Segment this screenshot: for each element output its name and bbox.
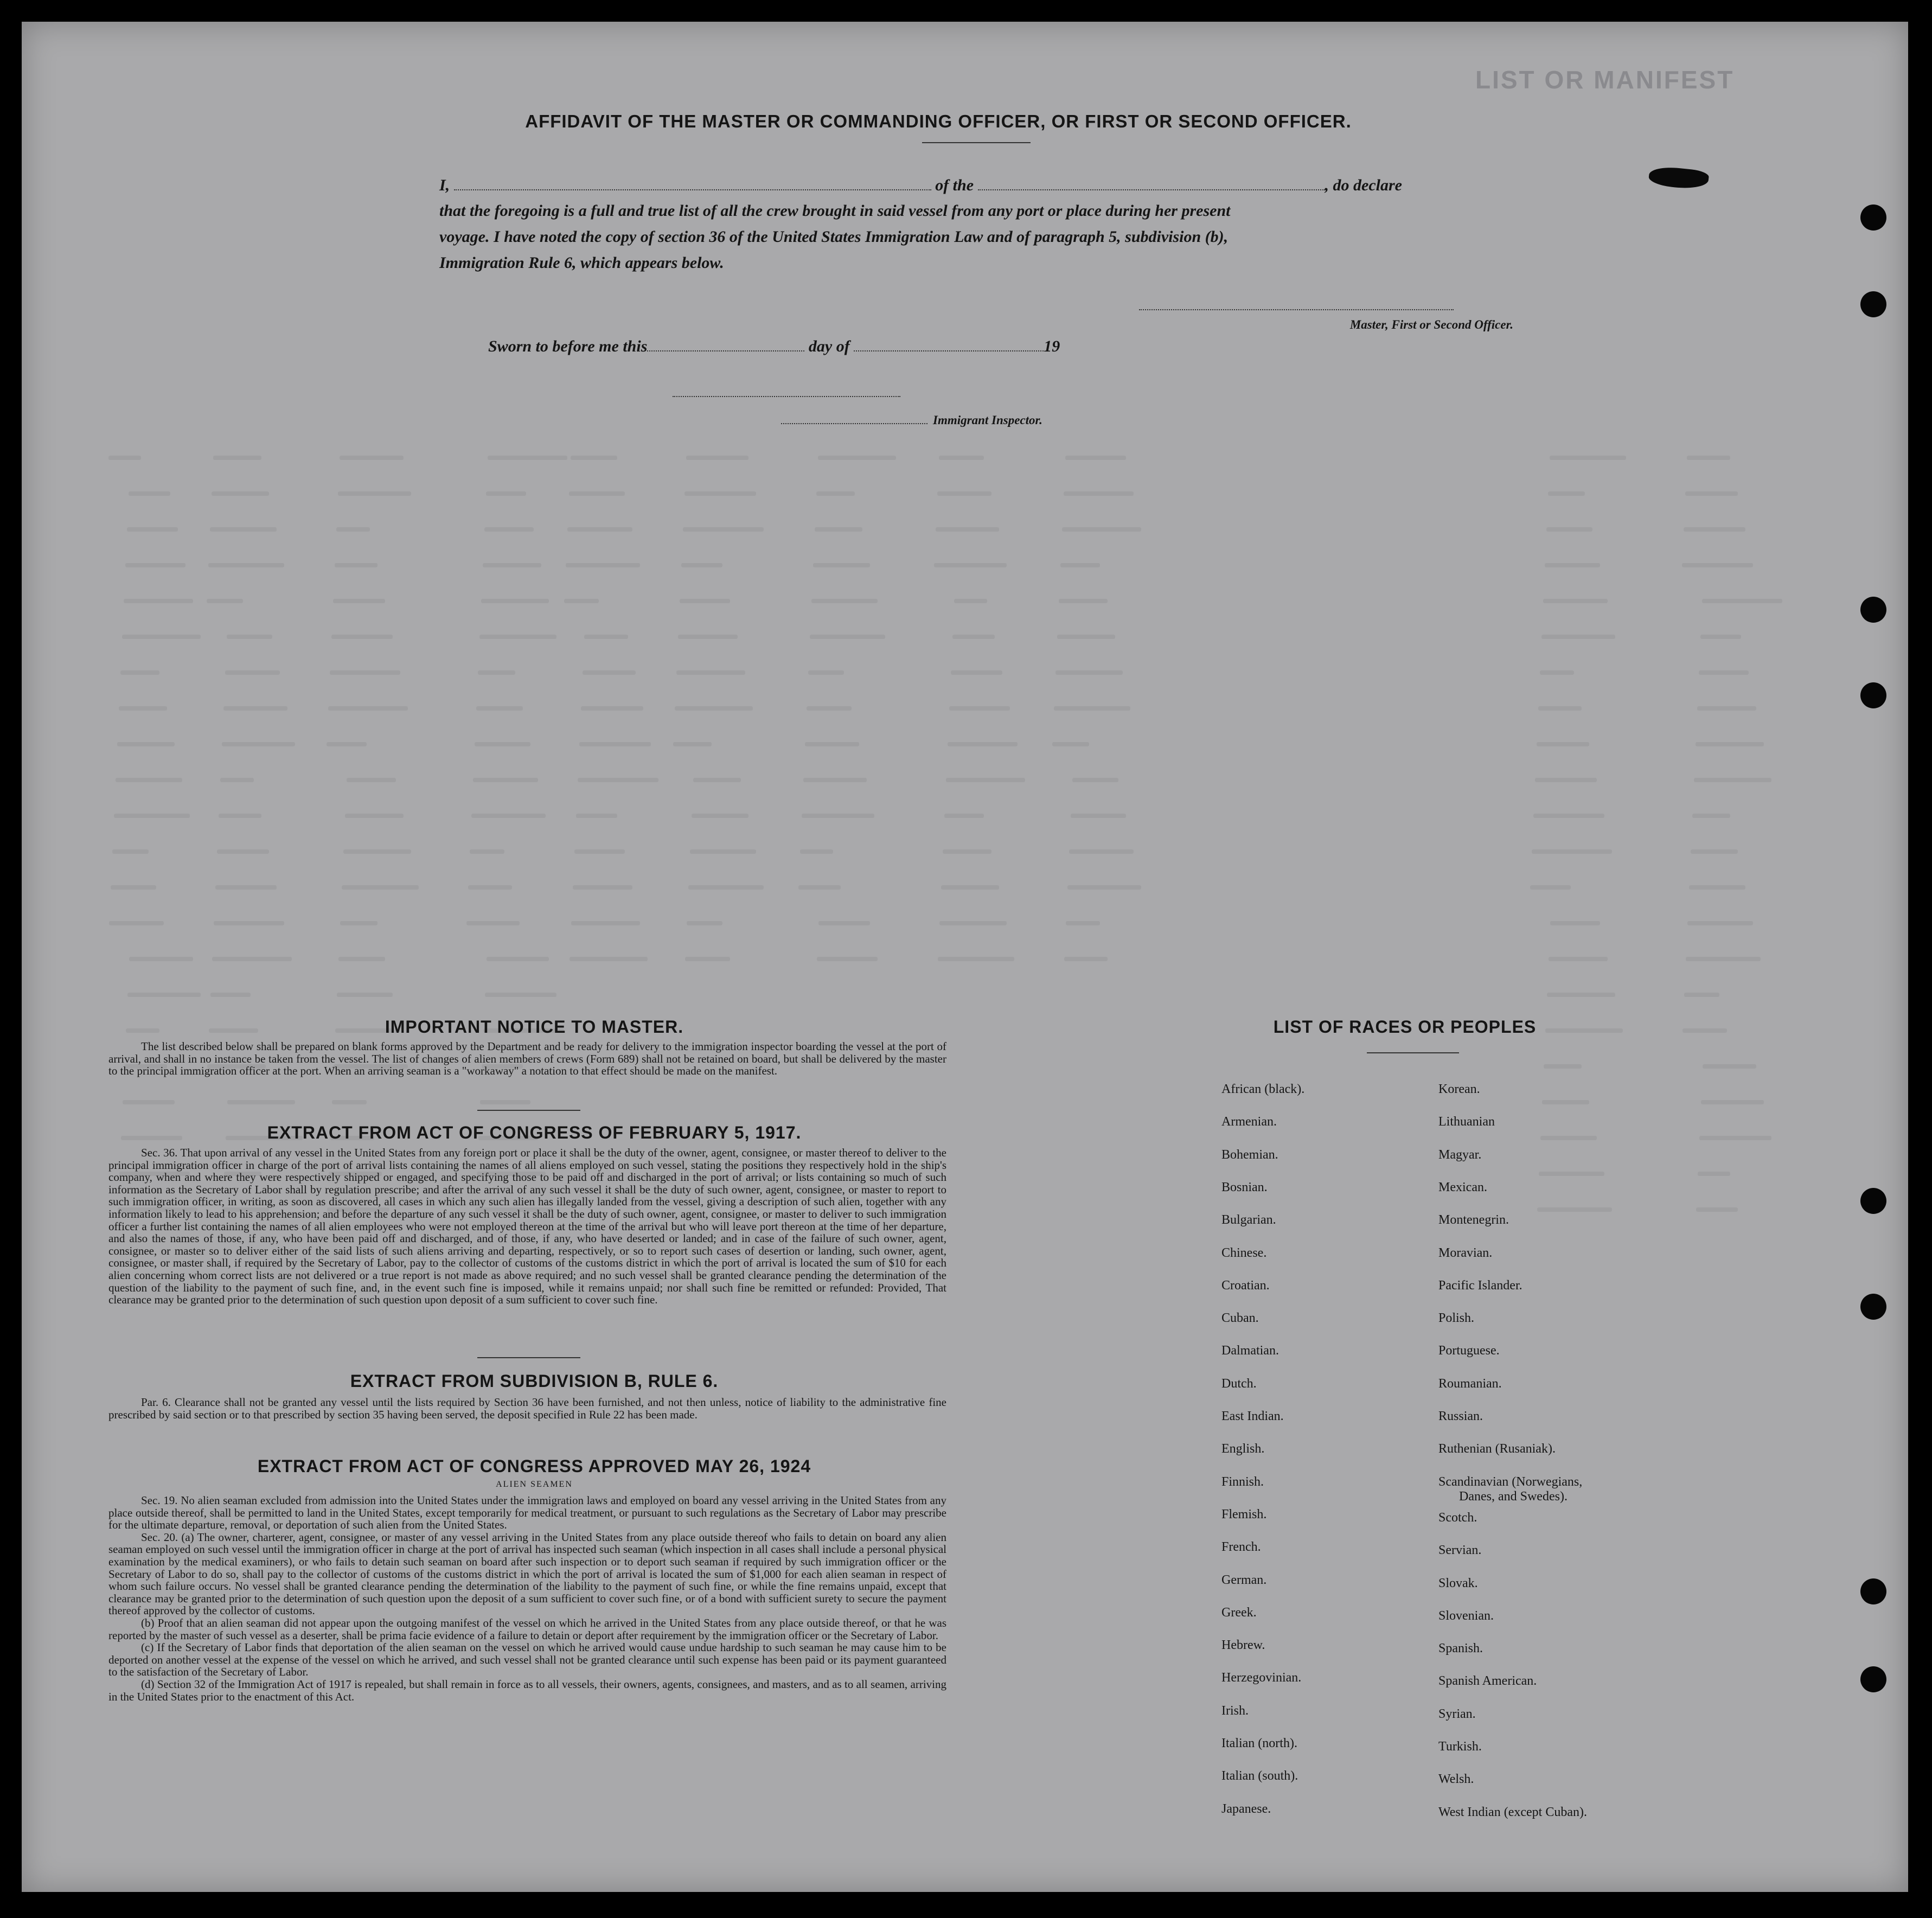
bleed-through-mark: [470, 849, 504, 854]
race-item: Bulgarian.: [1221, 1213, 1276, 1227]
bleed-through-mark: [566, 563, 640, 567]
affidavit-title: AFFIDAVIT OF THE MASTER OR COMMANDING OFFICER, OR FIRST OR SECOND OFFICER.: [525, 111, 1352, 131]
bleed-through-mark: [227, 635, 272, 639]
bleed-through-mark: [937, 491, 991, 496]
bleed-through-mark: [129, 957, 193, 961]
race-item: Herzegovinian.: [1221, 1671, 1302, 1685]
bleed-through-mark: [1548, 491, 1585, 496]
bleed-through-mark: [1696, 742, 1764, 746]
bleed-through-mark: [468, 885, 512, 890]
punch-hole: [1860, 1294, 1886, 1320]
race-item: Chinese.: [1221, 1245, 1267, 1260]
bleed-through-mark: [1699, 1136, 1771, 1140]
inspector-label: Immigrant Inspector.: [933, 413, 1042, 427]
bleed-through-mark: [684, 491, 756, 496]
races-underline: [1367, 1052, 1459, 1053]
sworn-month-blank[interactable]: [854, 347, 1044, 351]
race-item: Syrian.: [1438, 1706, 1476, 1721]
inspector-dotted-line: [781, 423, 927, 424]
bleed-through-mark: [692, 814, 749, 818]
bleed-through-mark: [818, 456, 896, 460]
bleed-through-mark: [486, 491, 526, 496]
bleed-through-mark: [473, 778, 538, 782]
bleed-through-mark: [686, 456, 749, 460]
bleed-through-mark: [337, 993, 393, 997]
notice-paragraph: The list described below shall be prepared on blank forms approved by the Department and be ready for delivery to the immigration inspector boarding the vessel at the port of arrival, and shall in no instance be taken from the vessel. The list of changes of alien members of crews (Form 689) shall not be retained on board, but shall be delivered by the master to the principal immigration officer at the port. When an arriving seaman is a "workaway" a notation to that effect should be made on the manifest.: [108, 1040, 946, 1078]
race-item: Bosnian.: [1221, 1180, 1268, 1194]
bleed-through-mark: [1052, 742, 1089, 746]
bleed-through-mark: [125, 563, 185, 567]
affidavit-line-1: [439, 176, 1535, 195]
bleed-through-mark: [1062, 527, 1141, 532]
bleed-through-mark: [1544, 1064, 1582, 1069]
bleed-through-mark: [803, 778, 867, 782]
notice-body: [108, 1040, 946, 1077]
race-item: Turkish.: [1438, 1740, 1482, 1754]
bleed-through-mark: [1687, 456, 1730, 460]
notice-divider: [477, 1110, 580, 1111]
race-item: English.: [1221, 1442, 1265, 1456]
bleed-through-mark: [343, 849, 411, 854]
bleed-through-mark: [578, 778, 658, 782]
extract-1924-sec20d: (d) Section 32 of the Immigration Act of 1917 is repealed, but shall remain in force as to all vessels, their owners, agents, consignees, and masters, and as to all seamen, arriving in the United States prior to the enactment of this Act.: [108, 1677, 946, 1703]
bleed-through-mark: [811, 599, 878, 603]
race-item: Russian.: [1438, 1409, 1483, 1423]
bleed-through-mark: [807, 706, 852, 711]
paper-tear-mark: [1648, 165, 1709, 190]
bleed-through-mark: [328, 706, 408, 711]
scanned-form-page: [22, 22, 1908, 1892]
bleed-through-mark: [129, 491, 170, 496]
bleed-through-mark: [818, 921, 870, 925]
bleed-through-mark: [1696, 1207, 1738, 1212]
sworn-line: [488, 337, 1193, 356]
race-item: Pacific Islander.: [1438, 1278, 1522, 1293]
master-label: Master, First or Second Officer.: [1349, 318, 1513, 331]
bleed-through-mark: [1698, 1172, 1730, 1176]
race-item: Flemish.: [1221, 1507, 1267, 1521]
race-item: Moravian.: [1438, 1245, 1493, 1260]
bleed-through-mark: [1054, 706, 1130, 711]
bleed-through-mark: [1684, 993, 1719, 997]
bleed-through-mark: [114, 814, 190, 818]
bleed-through-mark: [122, 635, 201, 639]
bleed-through-mark: [1692, 814, 1730, 818]
bleed-through-mark: [119, 706, 167, 711]
bleed-through-mark: [680, 599, 730, 603]
inspector-signature-line[interactable]: [673, 396, 900, 397]
extract-rule6-title: EXTRACT FROM SUBDIVISION B, RULE 6.: [350, 1371, 719, 1391]
bleed-through-mark: [952, 635, 995, 639]
bleed-through-mark: [338, 957, 385, 961]
bleed-through-mark: [223, 706, 287, 711]
race-item: Dutch.: [1221, 1376, 1257, 1391]
bleed-through-mark: [227, 1100, 295, 1104]
punch-hole: [1860, 204, 1886, 231]
bleed-through-mark: [332, 1100, 367, 1104]
bleed-through-mark: [485, 993, 556, 997]
race-item: Spanish American.: [1438, 1674, 1537, 1689]
bleed-through-mark: [939, 921, 1007, 925]
bleed-through-mark: [567, 527, 632, 532]
bleed-through-mark: [1687, 921, 1753, 925]
race-item: Slovenian.: [1438, 1608, 1494, 1623]
bleed-through-mark: [116, 778, 182, 782]
bleed-through-mark: [685, 957, 730, 961]
bleed-through-mark: [681, 563, 722, 567]
bleed-through-mark: [800, 849, 833, 854]
bleed-through-mark: [816, 491, 855, 496]
bleed-through-mark: [576, 814, 617, 818]
bleed-through-mark: [208, 563, 284, 567]
punch-hole: [1860, 597, 1886, 623]
extract-1917-body: [108, 1147, 946, 1306]
punch-hole: [1860, 1578, 1886, 1604]
bleed-through-mark: [222, 742, 295, 746]
bleed-through-mark: [571, 456, 617, 460]
bleed-through-mark: [479, 635, 556, 639]
bleed-through-mark: [1700, 635, 1741, 639]
bleed-through-mark: [225, 670, 280, 675]
race-item: Lithuanian: [1438, 1115, 1495, 1129]
punch-hole: [1860, 1188, 1886, 1214]
race-item: German.: [1221, 1572, 1267, 1587]
race-item: Cuban.: [1221, 1311, 1259, 1326]
race-item: Danes, and Swedes).: [1459, 1489, 1568, 1504]
bleed-through-mark: [943, 849, 991, 854]
sworn-year: 19: [1044, 337, 1060, 355]
bleed-through-mark: [331, 635, 393, 639]
bleed-through-mark: [466, 921, 520, 925]
bleed-through-mark: [476, 706, 523, 711]
bleed-through-mark: [1685, 491, 1738, 496]
bleed-through-mark: [214, 921, 284, 925]
extract-1924-body: [108, 1494, 946, 1703]
bleed-through-mark: [954, 599, 987, 603]
bleed-through-mark: [675, 706, 753, 711]
race-item: Montenegrin.: [1438, 1213, 1509, 1227]
bleed-through-mark: [219, 814, 261, 818]
bleed-through-mark: [688, 885, 764, 890]
bleed-through-mark: [1541, 635, 1615, 639]
bleed-through-mark: [120, 670, 159, 675]
race-item: Spanish.: [1438, 1641, 1483, 1656]
bleed-through-mark: [1532, 849, 1612, 854]
bleed-through-mark: [1682, 1028, 1727, 1033]
bleed-through-mark: [583, 670, 636, 675]
bleed-through-mark: [951, 670, 1002, 675]
extract-1917-divider: [477, 1357, 580, 1358]
race-item: Servian.: [1438, 1543, 1482, 1558]
race-item: French.: [1221, 1540, 1261, 1555]
bleed-through-mark: [124, 599, 193, 603]
race-item: Hebrew.: [1221, 1638, 1265, 1653]
punch-hole: [1860, 291, 1886, 317]
declaration-i: I,: [439, 176, 450, 194]
race-item: Magyar.: [1438, 1147, 1482, 1162]
bleed-through-mark: [336, 527, 370, 532]
race-item: Italian (north).: [1221, 1736, 1297, 1750]
bleed-through-mark: [1549, 957, 1608, 961]
bleed-through-mark: [112, 849, 149, 854]
bleed-through-mark: [340, 456, 404, 460]
bleed-through-mark: [817, 957, 878, 961]
bleed-through-mark: [1537, 742, 1589, 746]
bleed-through-mark: [1066, 921, 1100, 925]
bleed-through-mark: [109, 921, 164, 925]
bleed-through-mark: [1550, 456, 1626, 460]
bleed-through-mark: [338, 491, 411, 496]
bleed-through-mark: [1533, 814, 1604, 818]
race-item: Finnish.: [1221, 1474, 1264, 1489]
bleed-through-mark: [1686, 957, 1761, 961]
bleed-through-mark: [948, 742, 1018, 746]
bleed-through-mark: [484, 527, 534, 532]
race-item: Welsh.: [1438, 1772, 1474, 1787]
bleed-through-mark: [111, 885, 156, 890]
sworn-day-blank[interactable]: [647, 347, 804, 351]
bleed-through-mark: [798, 885, 841, 890]
race-item: Ruthenian (Rusaniak).: [1438, 1442, 1556, 1456]
bleed-through-mark: [1545, 563, 1600, 567]
extract-1924-sec20a: Sec. 20. (a) The owner, charterer, agent, consignee, or master of any vessel arriving in the United States from any place outside thereof who fails to detain on board any alien seaman employed on such vessel until the immigration officer in charge at the port of arrival has inspected such seaman (which inspection in all cases shall include a personal physical examination by the medical examiners), or who fails to detain such seaman on board after such inspection or to deport such seaman if required by such immigration officer or the Secretary of Labor to do so, shall pay to the collector of customs of the customs district in which the port of arrival is located the sum of $1,000 for each alien seaman in respect of whom such failure occurs. No vessel shall be granted clearance pending the determination of the liability to the payment of such fine, or while the fine remains unpaid, except that clearance may be granted prior to the determination of such question upon the deposit of a sum sufficient to cover such fine, or of a bond with sufficient surety to secure the payment thereof approved by the collector of customs.: [108, 1530, 946, 1617]
bleed-through-mark: [1702, 599, 1782, 603]
race-item: Irish.: [1221, 1703, 1249, 1718]
bleed-through-mark: [1701, 1100, 1764, 1104]
race-item: Dalmatian.: [1221, 1344, 1279, 1358]
bleed-through-mark: [564, 599, 599, 603]
bleed-through-mark: [207, 599, 243, 603]
bleed-through-mark: [1540, 1136, 1597, 1140]
race-item: Japanese.: [1221, 1801, 1271, 1816]
bleed-through-mark: [805, 742, 859, 746]
bleed-through-mark: [949, 706, 1010, 711]
race-item: Italian (south).: [1221, 1769, 1298, 1783]
bleed-through-mark: [345, 814, 404, 818]
bleed-through-mark: [480, 1100, 530, 1104]
bleed-through-mark: [487, 957, 549, 961]
bleed-through-mark: [571, 921, 640, 925]
race-item: West Indian (except Cuban).: [1438, 1805, 1587, 1819]
bleed-through-mark: [1064, 491, 1134, 496]
bleed-through-mark: [1539, 1172, 1604, 1176]
race-item: Korean.: [1438, 1082, 1480, 1096]
race-item: Slovak.: [1438, 1576, 1478, 1590]
bleed-through-mark: [340, 921, 378, 925]
extract-1917-title: EXTRACT FROM ACT OF CONGRESS OF FEBRUARY 5, 1917.: [267, 1123, 802, 1142]
bleed-through-mark: [123, 1100, 175, 1104]
bleed-through-mark: [574, 849, 625, 854]
bleed-through-mark: [117, 742, 175, 746]
bleed-through-mark: [939, 456, 984, 460]
race-item: Croatian.: [1221, 1278, 1270, 1293]
bleed-through-mark: [673, 742, 712, 746]
bleed-through-mark: [1059, 599, 1108, 603]
bleed-through-mark: [210, 993, 251, 997]
punch-hole: [1860, 682, 1886, 708]
bleed-through-mark: [127, 527, 178, 532]
bleed-through-mark: [1072, 778, 1118, 782]
bleed-through-mark: [581, 706, 643, 711]
bleed-through-mark: [1694, 778, 1771, 782]
bleed-through-mark: [1067, 885, 1141, 890]
vessel-blank[interactable]: [978, 186, 1325, 190]
race-item: Portuguese.: [1438, 1344, 1500, 1358]
bleed-through-mark: [693, 778, 741, 782]
bleed-through-mark: [333, 599, 385, 603]
bleed-through-mark: [808, 670, 844, 675]
bleed-through-mark: [938, 957, 1014, 961]
bleed-through-mark: [1064, 957, 1108, 961]
bleed-through-mark: [1538, 706, 1582, 711]
sworn-text: Sworn to before me this: [488, 337, 648, 355]
master-signature-line[interactable]: [1139, 309, 1454, 310]
extract-1917-paragraph: Sec. 36. That upon arrival of any vessel in the United States from any foreign port or place it shall be the duty of the owner, agent, consignee, or master thereof to deliver to the principal immigration officer in charge of the port of arrival lists containing the names of all aliens employed on such vessel, stating the positions they respectively hold in the ship's company, when and where they were respectively shipped or engaged, and specifying those to be paid off and discharged in the port of arrival; or lists containing so much of such information as the Secretary of Labor shall by regulation prescribe; and after the arrival of any such vessel it shall be the duty of such owner, agent, consignee, or master to report to such immigration officer, in writing, as soon as discovered, all cases in which any such alien has illegally landed from the vessel, giving a description of such alien, together with any information likely to lead to his apprehension; and before the departure of any such vessel it shall be the duty of such owner, agent, consignee, or master to deliver to such immigration officer a further list containing the names of all alien employees who were not employed thereon at the time of the arrival but who will leave port thereon at the time of her departure, and also the names of those, if any, who have been paid off and discharged, and of those, if any, who have deserted or landed; and in case of the failure of such owner, agent, consignee, or master so to deliver either of the said lists of such aliens arriving and departing, respectively, or so to report such cases of desertion or landing, such owner, agent, consignee, or master shall, if required by the Secretary of Labor, pay to the collector of customs of the customs district in which the port of arrival is located the sum of $10 for each alien concerning whom correct lists are not delivered or a true report is not made as above required; and no such vessel shall be granted clearance pending the determination of the question of the liability to the payment of such fine, and, in the event such fine is imposed, while it remains unpaid; nor shall such fine be remitted or refunded: Provided, That clearance may be granted prior to the determination of such question upon deposit of a sum sufficient to cover such fine.: [108, 1146, 946, 1307]
races-title: LIST OF RACES OR PEOPLES: [1273, 1017, 1537, 1037]
notice-title: IMPORTANT NOTICE TO MASTER.: [385, 1017, 684, 1037]
bleed-through-mark: [220, 778, 254, 782]
bleed-through-mark: [1699, 670, 1749, 675]
affidavit-line-4: Immigration Rule 6, which appears below.: [439, 254, 724, 272]
extract-1924-sec19: Sec. 19. No alien seaman excluded from admission into the United States under the immigration laws and employed on board any vessel arriving in the United States from any place outside thereof, shall be permitted to land in the United States, except temporarily for medical treatment, or pursuant to such regulations as the Secretary of Labor may prescribe for the ultimate departure, removal, or deportation of such alien from the United States.: [108, 1494, 946, 1532]
race-item: Mexican.: [1438, 1180, 1487, 1194]
bleed-through-heading: LIST OR MANIFEST: [1475, 66, 1735, 94]
bleed-through-mark: [347, 778, 396, 782]
bleed-through-mark: [212, 491, 269, 496]
bleed-through-mark: [687, 921, 722, 925]
extract-1924-subtitle: ALIEN SEAMEN: [496, 1480, 573, 1489]
extract-1924-sec20b: (b) Proof that an alien seaman did not appear upon the outgoing manifest of the vessel on which he arrived in the United States from any place outside thereof, or that he was reported by the master of such vessel as a deserter, shall be prima facie evidence of a failure to detain or deport after requirement by the immigration officer or the Secretary of Labor.: [108, 1616, 946, 1642]
affidavit-line-2: that the foregoing is a full and true list of all the crew brought in said vessel from any port or place during her present: [439, 202, 1231, 220]
bleed-through-mark: [1069, 849, 1134, 854]
sworn-day-of: day of: [808, 337, 850, 355]
bleed-through-mark: [936, 527, 999, 532]
race-item: Polish.: [1438, 1311, 1475, 1326]
bleed-through-mark: [813, 563, 870, 567]
bleed-through-mark: [327, 742, 367, 746]
race-item: Armenian.: [1221, 1115, 1277, 1129]
bleed-through-mark: [573, 885, 632, 890]
extract-1924-sec20c: (c) If the Secretary of Labor finds that deportation of the alien seaman on the vessel on which he arrived would cause undue hardship to such seaman he may cause him to be deported on another vessel at the expense of the vessel on which he arrived, and such vessel shall not be granted clearance until such expense has been paid or its payment guaranteed to the satisfaction of the Secretary of Labor.: [108, 1641, 946, 1679]
bleed-through-mark: [483, 563, 541, 567]
bleed-through-mark: [584, 635, 628, 639]
bleed-through-mark: [213, 456, 261, 460]
bleed-through-mark: [335, 563, 378, 567]
bleed-through-mark: [481, 599, 549, 603]
bleed-through-mark: [471, 814, 546, 818]
bleed-through-mark: [579, 742, 651, 746]
bleed-through-mark: [1537, 1207, 1612, 1212]
bleed-through-mark: [1697, 706, 1756, 711]
bleed-through-mark: [1546, 527, 1592, 532]
bleed-through-mark: [1543, 599, 1608, 603]
bleed-through-mark: [810, 635, 885, 639]
bleed-through-mark: [217, 849, 269, 854]
extract-rule6-paragraph: Par. 6. Clearance shall not be granted any vessel until the lists required by Section 36 have been furnished, and not then unless, notice of liability to the administrative fine prescribed by said section or to that prescribed by section 35 having been served, the deposit specified in Rule 22 has been made.: [108, 1396, 946, 1421]
bleed-through-mark: [1684, 527, 1745, 532]
race-item: East Indian.: [1221, 1409, 1284, 1423]
title-underline: [922, 142, 1031, 143]
bleed-through-mark: [683, 527, 764, 532]
bleed-through-mark: [1689, 885, 1745, 890]
race-item: Scandinavian (Norwegians,: [1438, 1474, 1583, 1489]
bleed-through-mark: [1703, 1064, 1756, 1069]
affidavit-line-3: voyage. I have noted the copy of section 36 of the United States Immigration Law and of paragraph 5, subdivision (b),: [439, 228, 1229, 246]
bleed-through-mark: [1071, 814, 1126, 818]
bleed-through-mark: [690, 849, 756, 854]
bleed-through-mark: [1682, 563, 1753, 567]
punch-hole: [1860, 1666, 1886, 1692]
bleed-through-mark: [1542, 1100, 1589, 1104]
bleed-through-mark: [1060, 563, 1100, 567]
bleed-through-mark: [1065, 456, 1126, 460]
bleed-through-mark: [1535, 778, 1597, 782]
race-item: Greek.: [1221, 1605, 1257, 1620]
bleed-through-mark: [478, 670, 515, 675]
race-item: Scotch.: [1438, 1510, 1477, 1525]
bleed-through-mark: [570, 957, 648, 961]
bleed-through-mark: [934, 563, 1007, 567]
bleed-through-mark: [815, 527, 862, 532]
extract-1924-title: EXTRACT FROM ACT OF CONGRESS APPROVED MAY 26, 1924: [257, 1456, 811, 1476]
bleed-through-mark: [1057, 635, 1115, 639]
bleed-through-mark: [941, 885, 999, 890]
extract-rule6-body: [108, 1396, 946, 1421]
bleed-through-mark: [342, 885, 419, 890]
bleed-through-mark: [210, 527, 277, 532]
bleed-through-mark: [1540, 670, 1574, 675]
bleed-through-mark: [1055, 670, 1123, 675]
race-item: Roumanian.: [1438, 1376, 1502, 1391]
bleed-through-mark: [946, 778, 1025, 782]
bleed-through-mark: [1550, 921, 1600, 925]
bleed-through-mark: [1691, 849, 1738, 854]
bleed-through-mark: [488, 456, 567, 460]
bleed-through-mark: [330, 670, 400, 675]
name-blank[interactable]: [454, 186, 931, 190]
bleed-through-mark: [215, 885, 277, 890]
declaration-do-declare: , do declare: [1325, 176, 1402, 194]
bleed-through-mark: [676, 670, 745, 675]
race-item: Bohemian.: [1221, 1147, 1278, 1162]
bleed-through-mark: [1547, 993, 1615, 997]
bleed-through-mark: [678, 635, 738, 639]
bleed-through-mark: [1530, 885, 1571, 890]
bleed-through-mark: [569, 491, 625, 496]
bleed-through-mark: [944, 814, 984, 818]
declaration-of-the: of the: [935, 176, 974, 194]
bleed-through-mark: [802, 814, 874, 818]
bleed-through-mark: [475, 742, 530, 746]
bleed-through-mark: [212, 957, 292, 961]
bleed-through-mark: [127, 993, 201, 997]
bleed-through-mark: [108, 456, 141, 460]
race-item: African (black).: [1221, 1082, 1305, 1096]
